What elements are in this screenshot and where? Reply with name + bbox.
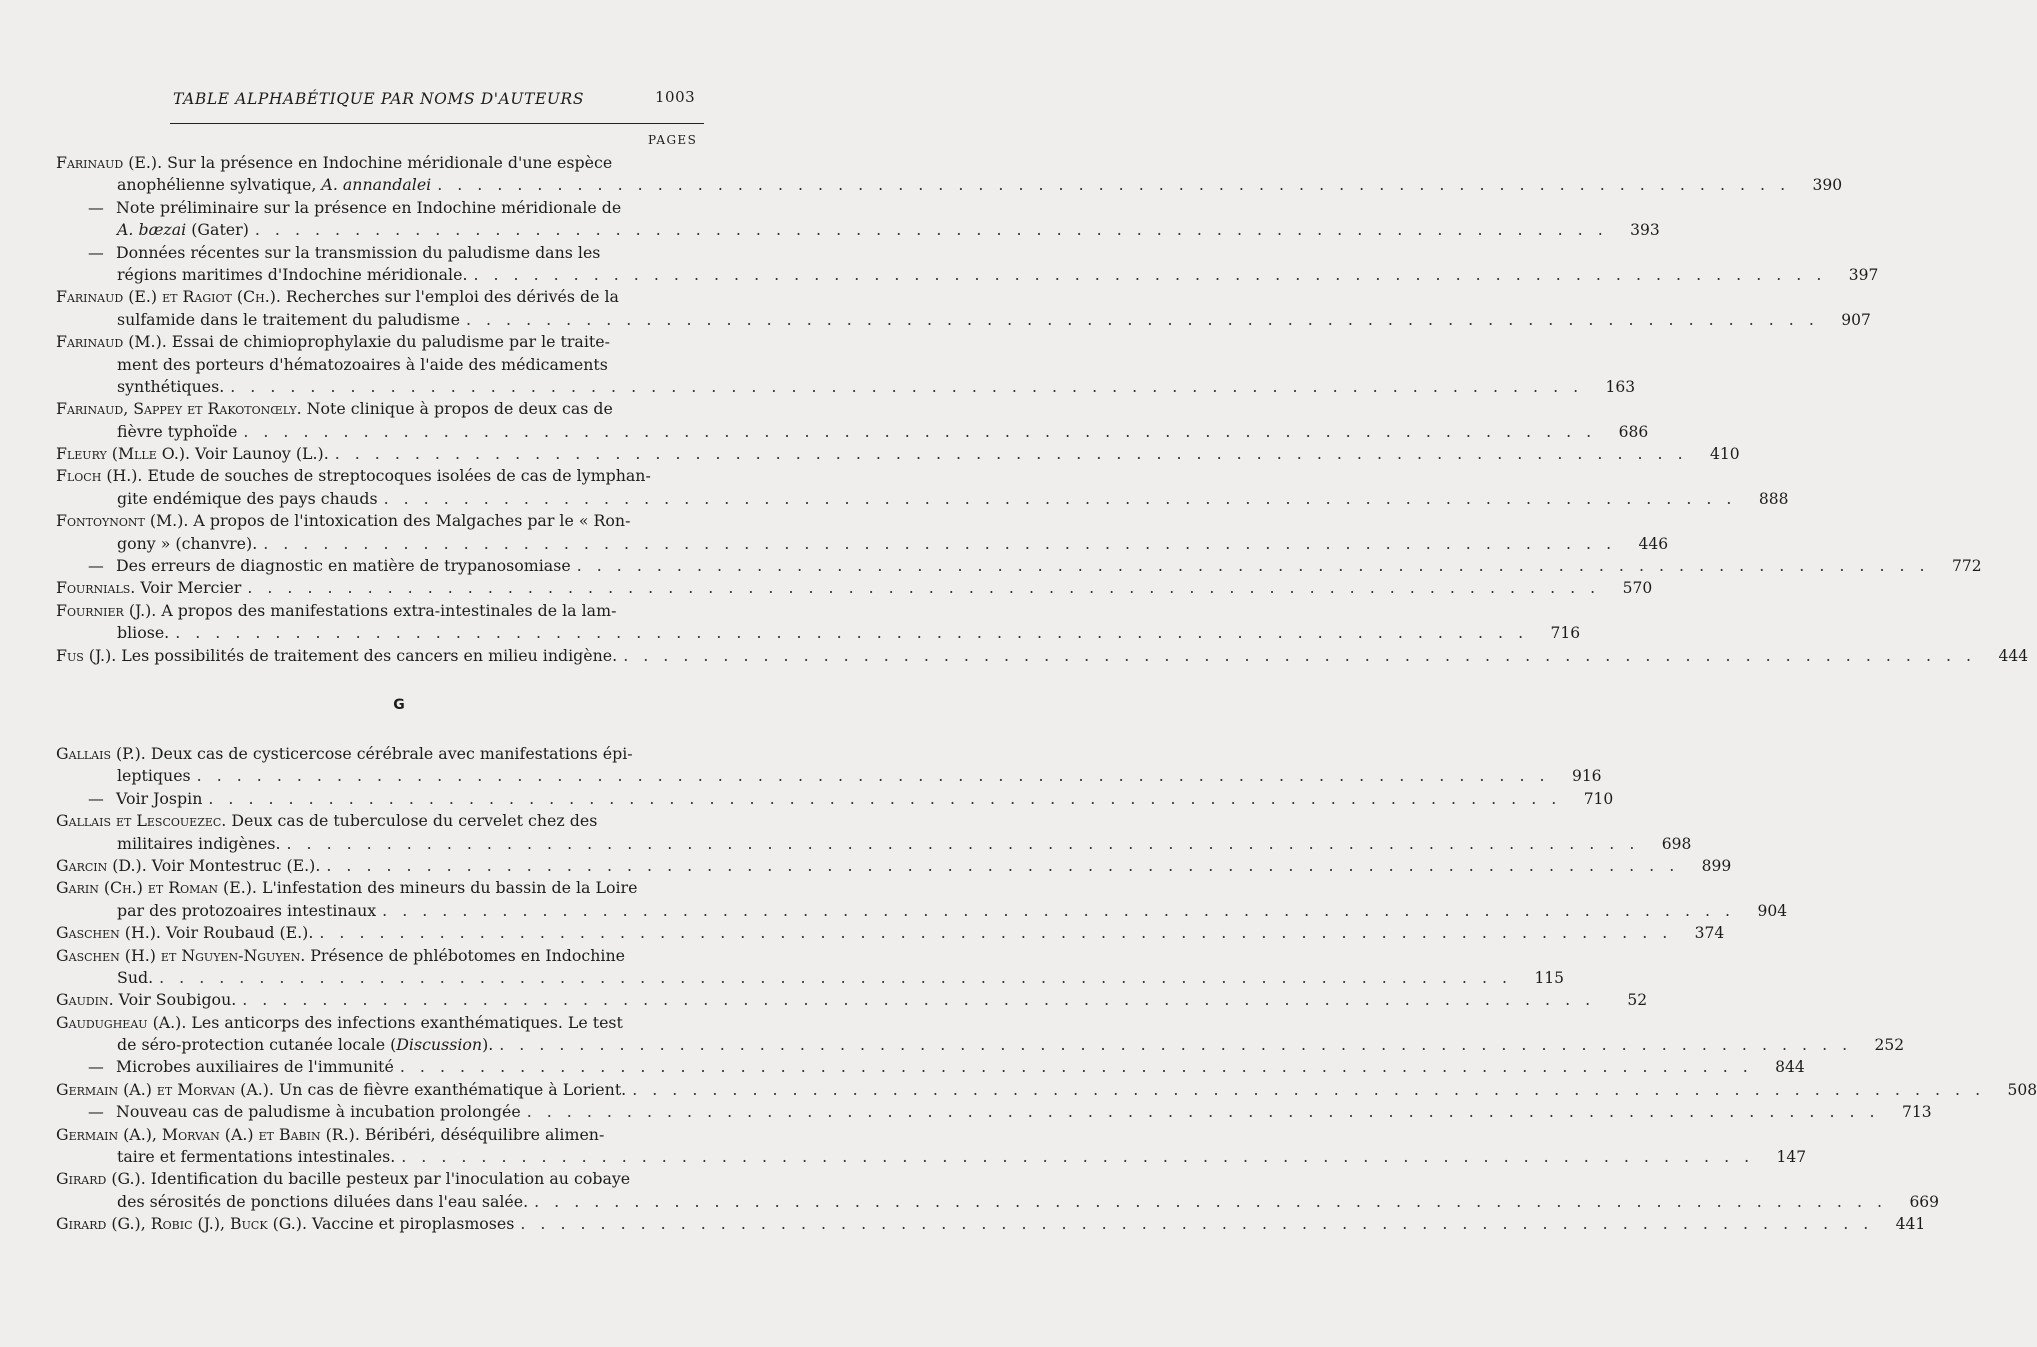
- page-ref: 410: [1710, 445, 1740, 464]
- entry-line: [56, 855, 1732, 877]
- ditto-dash: —: [88, 242, 104, 262]
- entry-text: [117, 219, 249, 241]
- entry-text: [117, 765, 191, 787]
- entry-body: Voir Mercier: [135, 578, 242, 598]
- entry-body: Sur la présence en Indochine méridionale d'une espèce: [162, 153, 613, 172]
- entry-body: Note préliminaire sur la présence en Indochine méridionale de: [116, 197, 622, 217]
- entry-line: [56, 1191, 1940, 1213]
- page-ref: 397: [1848, 265, 1879, 284]
- entry-line: [56, 465, 712, 487]
- entry-line: [56, 398, 712, 420]
- entry-line: [56, 1168, 712, 1190]
- entry-text: [117, 309, 460, 331]
- index-entry: [56, 398, 1649, 443]
- page-ref: 899: [1701, 856, 1732, 875]
- entry-text: [117, 833, 280, 855]
- dot-leader: . . . . . . . . . . . . . . . . . . . . . . . . . . . . . . . . . . . . . . . . . . . . . . . . . . . . . . . . . . . . . . . . . . . .: [242, 990, 1596, 1010]
- index-entry: [56, 443, 1740, 465]
- entry-body: A propos des manifestations extra-intestinales de la lam-: [156, 600, 617, 620]
- page-ref: 446: [1638, 534, 1669, 553]
- entry-text: [56, 1124, 604, 1146]
- entry-line: [56, 219, 1660, 241]
- entry-line: [56, 174, 1843, 196]
- entry-text: [56, 577, 241, 599]
- entry-line: [56, 577, 1653, 599]
- dot-leader: . . . . . . . . . . . . . . . . . . . . . . . . . . . . . . . . . . . . . . . . . . . . . . . . . . . . . . . . . . . . . . . . . . . .: [326, 855, 1680, 875]
- ditto-dash: —: [88, 197, 104, 217]
- entry-body: fièvre typhoïde: [117, 421, 238, 441]
- entry-body: Microbes auxiliaires de l'immunité: [116, 1057, 394, 1077]
- entry-body: Les anticorps des infections exanthématiques. Le test: [186, 1012, 623, 1032]
- entry-line: [56, 264, 1879, 286]
- entry-body: Des erreurs de diagnostic en matière de trypanosomiase: [116, 556, 571, 576]
- entry-line: [56, 376, 1636, 398]
- page-ref: 710: [1583, 789, 1614, 808]
- entry-line: [56, 510, 712, 532]
- author-name: Farinaud (E.) et Ragiot (Ch.).: [56, 287, 281, 307]
- author-name: Garcin (D.).: [56, 855, 147, 875]
- entry-text: [117, 1146, 395, 1168]
- entry-line: [56, 1034, 1905, 1056]
- page-ref: 570: [1622, 579, 1653, 598]
- entry-line: [56, 555, 1982, 577]
- entry-line: [56, 967, 1565, 989]
- dot-leader: . . . . . . . . . . . . . . . . . . . . . . . . . . . . . . . . . . . . . . . . . . . . . . . . . . . . . . . . . . . . . . . . . . . .: [196, 766, 1550, 786]
- index-entry: [56, 1079, 2037, 1101]
- entry-body: Données récentes sur la transmission du paludisme dans les: [116, 242, 601, 262]
- page-ref: 888: [1758, 489, 1789, 508]
- italic-term: Discussion: [396, 1035, 483, 1055]
- index-entry: [56, 877, 1788, 922]
- index-entry: [56, 152, 1843, 197]
- index-entry: [56, 989, 1648, 1011]
- entry-body: taire et fermentations intestinales.: [117, 1147, 396, 1167]
- author-name: Farinaud (E.).: [56, 153, 163, 172]
- pages-column-label: PAGES: [648, 133, 698, 147]
- author-name: Girard (G.).: [56, 1169, 146, 1189]
- dot-leader: . . . . . . . . . . . . . . . . . . . . . . . . . . . . . . . . . . . . . . . . . . . . . . . . . . . . . . . . . . . . . . . . . . . .: [243, 421, 1597, 441]
- index-entry: [56, 1124, 1807, 1169]
- author-name: Gallais et Lescouezec.: [56, 811, 227, 831]
- entry-text: [56, 1213, 514, 1235]
- ditto-dash: —: [88, 1057, 104, 1077]
- entry-text: [56, 743, 633, 765]
- entry-body: Deux cas de tuberculose du cervelet chez des: [226, 811, 598, 831]
- entry-line: [56, 1101, 1932, 1123]
- entry-line: [56, 197, 712, 219]
- entry-body: Voir Soubigou.: [113, 990, 237, 1010]
- author-name: Farinaud (M.).: [56, 332, 167, 352]
- entry-line: [56, 765, 1602, 787]
- entry-text: [56, 1056, 394, 1078]
- author-name: Gallais (P.).: [56, 743, 146, 763]
- entry-line: [56, 600, 712, 622]
- section-letter: G: [393, 696, 405, 713]
- dot-leader: . . . . . . . . . . . . . . . . . . . . . . . . . . . . . . . . . . . . . . . . . . . . . . . . . . . . . . . . . . . . . . . . . . . .: [623, 645, 1977, 665]
- entry-line: [56, 922, 1725, 944]
- entry-body: de séro-protection cutanée locale (: [117, 1035, 397, 1055]
- entry-line: [56, 443, 1740, 465]
- header-rule: [170, 123, 704, 124]
- author-name: Floch (H.).: [56, 466, 143, 486]
- entry-text: [56, 922, 313, 944]
- dot-leader: . . . . . . . . . . . . . . . . . . . . . . . . . . . . . . . . . . . . . . . . . . . . . . . . . . . . . . . . . . . . . . . . . . . .: [286, 833, 1640, 853]
- dot-leader: . . . . . . . . . . . . . . . . . . . . . . . . . . . . . . . . . . . . . . . . . . . . . . . . . . . . . . . . . . . . . . . . . . . .: [208, 788, 1562, 808]
- entry-body: régions maritimes d'Indochine méridionale.: [117, 264, 468, 284]
- dot-leader: . . . . . . . . . . . . . . . . . . . . . . . . . . . . . . . . . . . . . . . . . . . . . . . . . . . . . . . . . . . . . . . . . . . .: [319, 923, 1673, 943]
- entry-line: [56, 945, 712, 967]
- dot-leader: . . . . . . . . . . . . . . . . . . . . . . . . . . . . . . . . . . . . . . . . . . . . . . . . . . . . . . . . . . . . . . . . . . . .: [520, 1214, 1874, 1234]
- page-ref: 713: [1901, 1103, 1932, 1122]
- index-entry: [56, 788, 1614, 810]
- page-ref: 716: [1550, 624, 1581, 643]
- index-entry: [56, 922, 1725, 944]
- index-entry: [56, 600, 1581, 645]
- entry-line: [56, 152, 712, 174]
- entry-line: [56, 1146, 1807, 1168]
- author-name: Gaudugheau (A.).: [56, 1012, 187, 1032]
- dot-leader: . . . . . . . . . . . . . . . . . . . . . . . . . . . . . . . . . . . . . . . . . . . . . . . . . . . . . . . . . . . . . . . . . . . .: [401, 1147, 1755, 1167]
- dot-leader: . . . . . . . . . . . . . . . . . . . . . . . . . . . . . . . . . . . . . . . . . . . . . . . . . . . . . . . . . . . . . . . . . . . .: [399, 1057, 1753, 1077]
- entry-text: [56, 465, 651, 487]
- author-name: Fournier (J.).: [56, 600, 157, 620]
- entry-line: [56, 354, 712, 376]
- entry-body-end: ).: [482, 1035, 494, 1055]
- entry-line: [56, 810, 712, 832]
- page-ref: 115: [1534, 968, 1565, 987]
- entry-text: [56, 1168, 630, 1190]
- author-name: Gaschen (H.) et Nguyen-Nguyen.: [56, 945, 306, 965]
- entry-text: [56, 443, 329, 465]
- entry-body: Béribéri, déséquilibre alimen-: [359, 1124, 605, 1144]
- dot-leader: . . . . . . . . . . . . . . . . . . . . . . . . . . . . . . . . . . . . . . . . . . . . . . . . . . . . . . . . . . . . . . . . . . . .: [247, 578, 1601, 598]
- dot-leader: . . . . . . . . . . . . . . . . . . . . . . . . . . . . . . . . . . . . . . . . . . . . . . . . . . . . . . . . . . . . . . . . . . . .: [159, 967, 1513, 987]
- dot-leader: . . . . . . . . . . . . . . . . . . . . . . . . . . . . . . . . . . . . . . . . . . . . . . . . . . . . . . . . . . . . . . . . . . . .: [576, 556, 1930, 576]
- entry-text: [56, 645, 617, 667]
- page-ref: 904: [1757, 901, 1788, 920]
- entry-body: bliose.: [117, 623, 170, 643]
- entry-body: Essai de chimioprophylaxie du paludisme par le traite-: [166, 332, 610, 352]
- entry-body: A propos de l'intoxication des Malgaches par le « Ron-: [188, 511, 631, 531]
- entry-text: [56, 810, 597, 832]
- entry-line: [56, 286, 712, 308]
- index-entry: [56, 1012, 1905, 1057]
- index-entry: [56, 242, 1879, 287]
- entry-text: [117, 354, 608, 376]
- entry-text: [117, 533, 257, 555]
- page-ref: 147: [1776, 1148, 1807, 1167]
- entry-text: [56, 555, 571, 577]
- index-entry: [56, 645, 2029, 667]
- index-entry: [56, 197, 1660, 242]
- entry-text: [56, 1079, 626, 1101]
- entry-body: Note clinique à propos de deux cas de: [301, 399, 613, 419]
- page-ref: 52: [1627, 991, 1648, 1010]
- entry-body: L'infestation des mineurs du bassin de la Loire: [256, 878, 638, 898]
- dot-leader: . . . . . . . . . . . . . . . . . . . . . . . . . . . . . . . . . . . . . . . . . . . . . . . . . . . . . . . . . . . . . . . . . . . .: [499, 1035, 1853, 1055]
- ditto-dash: —: [88, 556, 104, 576]
- entry-body: anophélienne sylvatique,: [117, 175, 322, 195]
- index-entry: [56, 1213, 1926, 1235]
- author-name: Germain (A.) et Morvan (A.).: [56, 1079, 274, 1099]
- author-name: Girard (G.), Robic (J.), Buck (G.).: [56, 1214, 307, 1234]
- index-entry: [56, 743, 1602, 788]
- entry-body: Sud.: [117, 967, 154, 987]
- dot-leader: . . . . . . . . . . . . . . . . . . . . . . . . . . . . . . . . . . . . . . . . . . . . . . . . . . . . . . . . . . . . . . . . . . . .: [175, 623, 1529, 643]
- entry-text: [56, 152, 612, 174]
- entry-text: [117, 174, 431, 196]
- entry-line: [56, 877, 712, 899]
- index-entry: [56, 1056, 1805, 1078]
- entry-body: Recherches sur l'emploi des dérivés de la: [280, 287, 619, 307]
- page-ref: 163: [1605, 377, 1636, 396]
- entry-body: des sérosités de ponctions diluées dans l'eau salée.: [117, 1191, 529, 1211]
- dot-leader: . . . . . . . . . . . . . . . . . . . . . . . . . . . . . . . . . . . . . . . . . . . . . . . . . . . . . . . . . . . . . . . . . . . .: [254, 220, 1608, 240]
- page-ref: 907: [1841, 310, 1871, 329]
- page-ref: 669: [1909, 1192, 1940, 1211]
- dot-leader: . . . . . . . . . . . . . . . . . . . . . . . . . . . . . . . . . . . . . . . . . . . . . . . . . . . . . . . . . . . . . . . . . . . .: [465, 309, 1819, 329]
- page-ref: 441: [1895, 1215, 1926, 1234]
- page-number: 1003: [655, 88, 696, 106]
- running-header: [0, 86, 800, 116]
- entry-body: ment des porteurs d'hématozoaires à l'aide des médicaments: [117, 354, 608, 374]
- entry-line: [56, 645, 2029, 667]
- entry-body: Voir Roubaud (E.).: [160, 923, 314, 943]
- index-entry: [56, 1168, 1940, 1213]
- entry-line: [56, 488, 1789, 510]
- entry-text: [117, 1191, 528, 1213]
- page-ref: 374: [1694, 924, 1725, 943]
- entry-line: [56, 533, 1669, 555]
- page-ref: 390: [1812, 176, 1843, 195]
- author-name: Fournials.: [56, 578, 136, 598]
- dot-leader: . . . . . . . . . . . . . . . . . . . . . . . . . . . . . . . . . . . . . . . . . . . . . . . . . . . . . . . . . . . . . . . . . . . .: [230, 376, 1584, 396]
- entries-f: [56, 152, 2029, 667]
- page-ref: 252: [1874, 1036, 1905, 1055]
- entry-text: [56, 788, 202, 810]
- index-entry: [56, 465, 1789, 510]
- page-ref: 444: [1998, 646, 2029, 665]
- entry-line: [56, 1213, 1926, 1235]
- entry-text: [56, 286, 619, 308]
- entry-body: Les possibilités de traitement des cancers en milieu indigène.: [116, 645, 618, 665]
- entry-body: Voir Launoy (L.).: [190, 444, 329, 464]
- author-name: Farinaud, Sappey et Rakotonœly.: [56, 399, 302, 419]
- entry-body: gony » (chanvre).: [117, 533, 258, 553]
- dot-leader: . . . . . . . . . . . . . . . . . . . . . . . . . . . . . . . . . . . . . . . . . . . . . . . . . . . . . . . . . . . . . . . . . . . .: [437, 175, 1791, 195]
- index-entry: [56, 1101, 1932, 1123]
- entry-line: [56, 309, 1871, 331]
- entry-text: [117, 622, 169, 644]
- entry-text: [56, 398, 613, 420]
- dot-leader: . . . . . . . . . . . . . . . . . . . . . . . . . . . . . . . . . . . . . . . . . . . . . . . . . . . . . . . . . . . . . . . . . . . .: [383, 488, 1737, 508]
- entry-text: [56, 877, 637, 899]
- entry-text: [117, 376, 224, 398]
- entry-body: Voir Jospin: [116, 788, 203, 808]
- dot-leader: . . . . . . . . . . . . . . . . . . . . . . . . . . . . . . . . . . . . . . . . . . . . . . . . . . . . . . . . . . . . . . . . . . . .: [382, 900, 1736, 920]
- author-name: Fus (J.).: [56, 645, 117, 665]
- dot-leader: . . . . . . . . . . . . . . . . . . . . . . . . . . . . . . . . . . . . . . . . . . . . . . . . . . . . . . . . . . . . . . . . . . . .: [334, 444, 1688, 464]
- entry-body: Etude de souches de streptocoques isolées de cas de lymphan-: [142, 466, 651, 486]
- ditto-dash: —: [88, 788, 104, 808]
- entry-text: [56, 331, 610, 353]
- entry-text: [56, 1101, 521, 1123]
- index-entry: [56, 945, 1565, 990]
- index-entry: [56, 331, 1636, 398]
- entries-g: [56, 743, 2037, 1236]
- running-title: TABLE ALPHABÉTIQUE PAR NOMS D'AUTEURS: [173, 90, 585, 108]
- entry-text: [117, 967, 153, 989]
- entry-line: [56, 242, 712, 264]
- italic-term: A. annandalei: [321, 175, 432, 195]
- entry-text: [56, 600, 616, 622]
- entry-line: [56, 331, 712, 353]
- entry-body: Deux cas de cysticercose cérébrale avec manifestations épi-: [145, 743, 633, 763]
- entry-line: [56, 1124, 712, 1146]
- entry-line: [56, 1012, 712, 1034]
- entry-body: Présence de phlébotomes en Indochine: [305, 945, 625, 965]
- entry-body: Nouveau cas de paludisme à incubation prolongée: [116, 1102, 521, 1122]
- dot-leader: . . . . . . . . . . . . . . . . . . . . . . . . . . . . . . . . . . . . . . . . . . . . . . . . . . . . . . . . . . . . . . . . . . . .: [473, 264, 1827, 284]
- index-entry: [56, 510, 1669, 555]
- entry-body: Identification du bacille pesteux par l'inoculation au cobaye: [145, 1169, 631, 1189]
- entry-line: [56, 1079, 2037, 1101]
- dot-leader: . . . . . . . . . . . . . . . . . . . . . . . . . . . . . . . . . . . . . . . . . . . . . . . . . . . . . . . . . . . . . . . . . . . .: [534, 1191, 1888, 1211]
- entry-body: sulfamide dans le traitement du paludisme: [117, 309, 460, 329]
- entry-text: [56, 1012, 623, 1034]
- index-entry: [56, 855, 1732, 877]
- entry-body: Un cas de fièvre exanthématique à Lorient.: [273, 1079, 627, 1099]
- entry-text: [56, 855, 320, 877]
- entry-text: [56, 945, 625, 967]
- author-name: Fontoynont (M.).: [56, 511, 189, 531]
- author-name: Garin (Ch.) et Roman (E.).: [56, 878, 257, 898]
- entry-text: [56, 510, 630, 532]
- entry-line: [56, 900, 1788, 922]
- page-ref: 916: [1571, 767, 1602, 786]
- index-entry: [56, 555, 1982, 577]
- entry-line: [56, 833, 1692, 855]
- page-ref: 393: [1630, 221, 1660, 240]
- page-ref: 698: [1661, 834, 1692, 853]
- author-name: Germain (A.), Morvan (A.) et Babin (R.).: [56, 1124, 360, 1144]
- ditto-dash: —: [88, 1102, 104, 1122]
- entry-line: [56, 788, 1614, 810]
- entry-line: [56, 743, 712, 765]
- entry-text: [117, 1034, 493, 1056]
- entry-body: Vaccine et piroplasmoses: [307, 1214, 515, 1234]
- index-entry: [56, 577, 1653, 599]
- entry-text: [117, 264, 467, 286]
- dot-leader: . . . . . . . . . . . . . . . . . . . . . . . . . . . . . . . . . . . . . . . . . . . . . . . . . . . . . . . . . . . . . . . . . . . .: [526, 1102, 1880, 1122]
- entry-text: [56, 989, 236, 1011]
- page-ref: 772: [1951, 557, 1982, 576]
- page-ref: 686: [1618, 422, 1649, 441]
- dot-leader: . . . . . . . . . . . . . . . . . . . . . . . . . . . . . . . . . . . . . . . . . . . . . . . . . . . . . . . . . . . . . . . . . . . .: [263, 533, 1617, 553]
- entry-body: leptiques: [117, 766, 191, 786]
- entry-line: [56, 989, 1648, 1011]
- author-name: Fleury (Mlle O.).: [56, 444, 191, 464]
- entry-text: [56, 242, 600, 264]
- entry-body: (Gater): [186, 220, 249, 240]
- entry-text: [117, 900, 376, 922]
- entry-text: [56, 197, 621, 219]
- entry-body: militaires indigènes.: [117, 833, 281, 853]
- italic-term: A. bæzai: [117, 220, 187, 240]
- entry-body: par des protozoaires intestinaux: [117, 900, 377, 920]
- index-entry: [56, 286, 1871, 331]
- page-ref: 508: [2007, 1080, 2037, 1099]
- entry-line: [56, 622, 1581, 644]
- entry-line: [56, 1056, 1805, 1078]
- page-ref: 844: [1775, 1058, 1805, 1077]
- index-entry: [56, 810, 1692, 855]
- dot-leader: . . . . . . . . . . . . . . . . . . . . . . . . . . . . . . . . . . . . . . . . . . . . . . . . . . . . . . . . . . . . . . . . . . . .: [632, 1079, 1986, 1099]
- entry-body: gite endémique des pays chauds: [117, 488, 378, 508]
- entry-line: [56, 421, 1649, 443]
- author-name: Gaschen (H.).: [56, 923, 161, 943]
- entry-body: synthétiques.: [117, 376, 225, 396]
- entry-text: [117, 488, 378, 510]
- entry-body: Voir Montestruc (E.).: [146, 855, 321, 875]
- index-content: [56, 152, 2037, 1236]
- entry-text: [117, 421, 237, 443]
- author-name: Gaudin.: [56, 990, 114, 1010]
